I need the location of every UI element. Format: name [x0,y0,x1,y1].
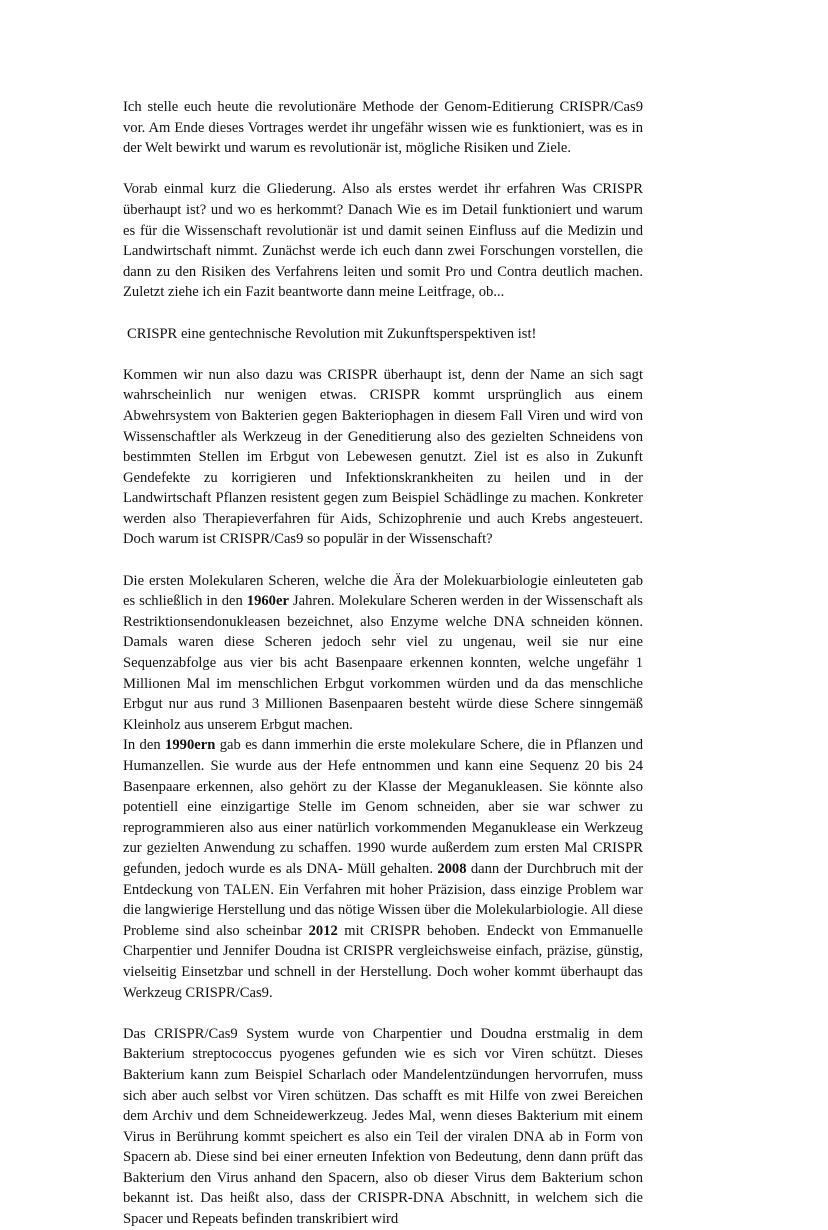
history-1990-text-c: dann der Durchbruch mit der Entdeckung von TALEN. Ein Verfahren mit hoher Präzision, dass einzige Problem war die langwierige Herstellung und das nötige Wissen über die Molekularbiologie. All diese Probleme sind also scheinbar [123,860,643,939]
paragraph-intro [123,97,643,159]
what-is-crispr-text: Kommen wir nun also dazu was CRISPR überhaupt ist, denn der Name an sich sagt wahrscheinlich nur wenigen etwas. CRISPR kommt ursprünglich aus einem Abwehrsystem von Bakterien gegen Bakteriophagen in diesem Fall Viren und wird von Wissenschaftler als Werkzeug in der Geneditierung also des gezielten Schneidens von bestimmten Stellen im Erbgut von Lebewesen genutzt. Ziel ist es also in Zukunft Gendefekte zu korrigieren und Infektionskrankheiten zu heilen und in der Landwirtschaft Pflanzen resistent gegen zum Beispiel Schädlinge zu machen. Konkreter werden also Therapieverfahren für Aids, Schizophrenie und auch Krebs angesteuert. Doch warum ist CRISPR/Cas9 so populär in der Wissenschaft? [123,366,643,548]
year-1960er: 1960er [246,593,289,610]
history-1990-text-b: gab es dann immerhin die erste molekulare Schere, die in Pflanzen und Humanzellen. Sie wurde aus der Hefe entnommen und kann eine Sequenz 20 bis 24 Basenpaare erkennen, also gehört zu der Klasse der Meganukleasen. Sie könnte also potentiell eine einzigartige Stelle im Genom schneiden, aber sie war schwer zu reprogrammieren also aus einer natürlich vorkommenden Meganuklease ein Werkzeug zur gezielten Anwendung zu schaffen. 1990 wurde außerdem zum ersten Mal CRISPR gefunden, jedoch wurde es als DNA- Müll gehalten. [123,737,644,877]
year-1990ern: 1990ern [165,737,216,754]
paragraph-history-1960 [123,571,643,736]
paragraph-research-question [123,324,643,345]
history-1990-text-d: mit CRISPR behoben. Endeckt von Emmanuelle Charpentier und Jennifer Doudna ist CRISPR vergleichsweise einfach, präzise, günstig, vielseitig Einsetzbar und schnell in der Herstellung. Doch woher kommt überhaupt das Werkzeug CRISPR/Cas9. [123,922,643,1001]
paragraph-crispr-system [123,1024,643,1230]
history-1960-text-b: Jahren. Molekulare Scheren werden in der Wissenschaft als Restriktionsendonukleasen bezeichnet, also Enzyme welche DNA schneiden können. Damals waren diese Scheren jedoch sehr viel zu ungenau, weil sie nur eine Sequenzabfolge aus vier bis acht Basenpaare erkennen konnten, welche ungefähr 1 Millionen Mal im menschlichen Erbgut vorkommen würden und da das menschliche Erbgut nur aus rund 3 Millionen Basenpaaren besteht würde diese Schere sinngemäß Kleinholz aus unserem Erbgut machen. [123,593,643,733]
paragraph-what-is-crispr [123,365,643,550]
paragraph-history-1990 [123,735,643,1003]
paragraph-outline [123,179,643,303]
crispr-system-text: Das CRISPR/Cas9 System wurde von Charpentier und Doudna erstmalig in dem Bakterium streptococcus pyogenes gefunden wie es sich vor Viren schützt. Dieses Bakterium kann zum Beispiel Scharlach oder Mandelentzündungen hervorrufen, muss sich aber auch selbst vor Viren schützen. Das schafft es mit Hilfe von zwei Bereichen dem Archiv und dem Schneidewerkzeug. Jedes Mal, wenn dieses Bakterium mit einem Virus in Berührung kommt speichert es also ein Teil der viralen DNA ab in Form von Spacern ab. Diese sind bei einer erneuten Infektion von Bedeutung, denn dann prüft das Bakterium den Virus anhand den Spacern, also ob dieser Virus dem Bakterium schon bekannt ist. Das heißt also, dass der CRISPR-DNA Abschnitt, in welchem sich die Spacer und Repeats befinden transkribiert wird [123,1025,643,1228]
document-page [123,97,643,1230]
year-2012: 2012 [308,922,338,939]
intro-text: Ich stelle euch heute die revolutionäre Methode der Genom-Editierung CRISPR/Cas9 vor. Am Ende dieses Vortrages werdet ihr ungefähr wissen wie es funktioniert, was es in der Welt bewirkt und warum es revolutionär ist, mögliche Risiken und Ziele. [123,99,643,157]
research-question-text: CRISPR eine gentechnische Revolution mit Zukunftsperspektiven ist! [127,325,537,342]
year-2008: 2008 [437,860,467,877]
outline-text: Vorab einmal kurz die Gliederung. Also als erstes werdet ihr erfahren Was CRISPR überhaupt ist? und wo es herkommt? Danach Wie es im Detail funktioniert und warum es für die Wissenschaft revolutionär ist und damit seinen Einfluss auf die Medizin und Landwirtschaft nimmt. Zunächst werde ich euch dann zwei Forschungen vorstellen, die dann zu den Risiken des Verfahrens leiten und somit Pro und Contra deutlich machen. Zuletzt ziehe ich ein Fazit beantworte dann meine Leitfrage, ob... [123,181,643,301]
history-1960-text-a: Die ersten Molekularen Scheren, welche die Ära der Molekuarbiologie einleuteten gab es schließlich in den [123,572,643,610]
history-1990-text-a: In den [123,737,166,754]
